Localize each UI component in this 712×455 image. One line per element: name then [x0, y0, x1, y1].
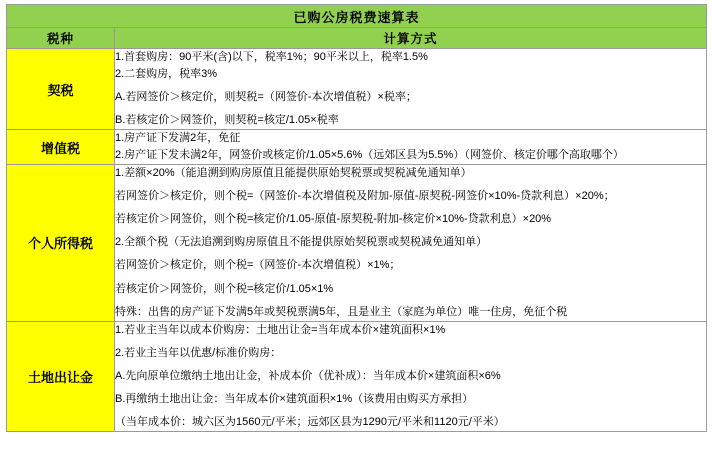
detail-line: 2.全额个税（无法追溯到购房原值且不能提供原始契税票或契税减免通知单） [115, 236, 488, 249]
detail-land-transfer-fee [115, 321, 707, 431]
tax-table [6, 4, 707, 432]
table-title-row [7, 5, 707, 28]
detail-line: （当年成本价：城六区为1560元/平米；远郊区县为1290元/平米和1120元/平米） [115, 415, 505, 428]
category-income-tax: 个人所得税 [7, 165, 115, 321]
detail-line: 1.房产证下发满2年，免征 [115, 132, 241, 145]
page-title: 已购公房税费速算表 [7, 5, 707, 28]
detail-line: 2.房产证下发未满2年，网签价或核定价/1.05×5.6%（远郊区县为5.5%）（网签价、核定价哪个高取哪个） [115, 149, 624, 162]
detail-line: 2.二套购房，税率3% [115, 68, 218, 81]
detail-line: B.若核定价＞网签价，则契税=核定/1.05×税率 [115, 114, 339, 127]
header-category: 税种 [7, 28, 115, 49]
detail-line: 若核定价＞网签价，则个税=核定价/1.05×1% [115, 282, 334, 295]
detail-line: 2.若业主当年以优惠/标准价购房： [115, 346, 282, 359]
detail-line: A.若网签价＞核定价，则契税=（网签价-本次增值税）×税率； [115, 91, 417, 104]
table-header-row [7, 28, 707, 49]
category-vat: 增值税 [7, 130, 115, 165]
detail-line: A.先向原单位缴纳土地出让金，补成本价（优补成）：当年成本价×建筑面积×6% [115, 369, 501, 382]
detail-income-tax [115, 165, 707, 321]
table-row [7, 130, 707, 165]
detail-vat [115, 130, 707, 165]
detail-line: 特殊：出售的房产证下发满5年或契税票满5年，且是业主（家庭为单位）唯一住房，免征个税 [115, 305, 568, 318]
detail-line: 1.首套购房：90平米(含)以下，税率1%；90平米以上，税率1.5% [115, 51, 428, 63]
detail-line: 若网签价＞核定价，则个税=（网签价-本次增值税）×1%； [115, 259, 401, 272]
category-land-transfer-fee: 土地出让金 [7, 321, 115, 431]
table-row [7, 321, 707, 431]
detail-line: B.再缴纳土地出让金：当年成本价×建筑面积×1%（该费用由购买方承担） [115, 392, 474, 405]
detail-line: 1.差额×20%（能追溯到购房原值且能提供原始契税票或契税减免通知单） [115, 167, 472, 180]
header-detail: 计算方式 [115, 28, 707, 49]
detail-line: 1.若业主当年以成本价购房：土地出让金=当年成本价×建筑面积×1% [115, 323, 446, 336]
detail-line: 若网签价＞核定价，则个税=（网签价-本次增值税及附加-原值-原契税-网签价×10%-贷款利息）×20%； [115, 190, 615, 203]
table-row [7, 49, 707, 130]
detail-line: 若核定价＞网签价，则个税=核定价/1.05-原值-原契税-附加-核定价×10%-贷款利息）×20% [115, 213, 552, 226]
detail-deed-tax [115, 49, 707, 130]
category-deed-tax: 契税 [7, 49, 115, 130]
table-row [7, 165, 707, 321]
